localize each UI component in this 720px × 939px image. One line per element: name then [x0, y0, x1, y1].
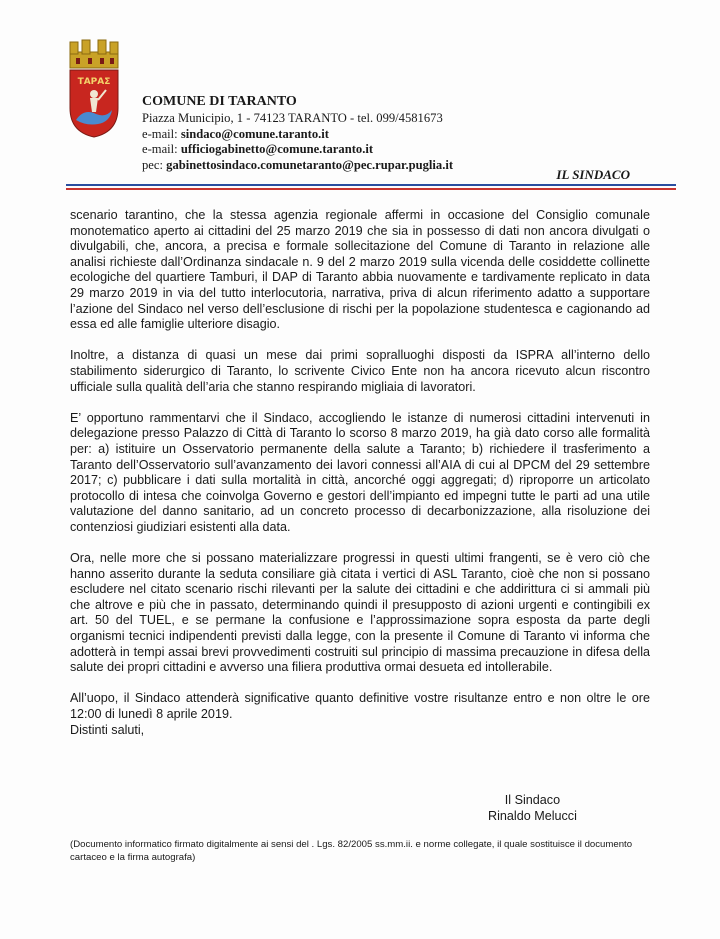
- email-line: [142, 142, 453, 157]
- city-crest-logo: [66, 38, 122, 138]
- divider-blue: [66, 184, 676, 186]
- organization-address: Piazza Municipio, 1 - 74123 TARANTO - tel. 099/4581673: [142, 111, 443, 126]
- digital-signature-note: (Documento informatico firmato digitalmente ai sensi del . Lgs. 82/2005 ss.mm.ii. e norme collegate, il quale sostituisce il documento cartaceo e la firma autografa): [70, 839, 633, 863]
- signature-block: [488, 793, 577, 824]
- email-label: e-mail:: [142, 142, 178, 157]
- email-link-sindaco[interactable]: sindaco@comune.taranto.it: [180, 126, 329, 141]
- email-line: [142, 127, 453, 142]
- paragraph: Ora, nelle more che si possano materializzare progressi in questi ultimi frangenti, se è vero ciò che hanno asserito durante la seduta consiliare già citata i vertici di ASL Taranto, cioè che non si possano escludere nel citato scenario rischi rilevanti per la salute dei cittadini e che addirittura ci si ammali più che altrove e più che in passato, determinando quindi il presupposto di azioni urgenti e contingibili ex art. 50 del TUEL, e se permane la confusione e l’approssimazione sopra esposta da parte degli organismi tecnici indipendenti previsti dalla legge, con la presente il Comune di Taranto vi informa che adotterà in tempi assai brevi provvedimenti costruiti sul principio di massima precauzione in difesa della salute dei propri cittadini e avverso una filiera produttiva ormai desueta ed intollerabile.: [70, 551, 650, 675]
- salutation: Distinti saluti,: [70, 722, 145, 737]
- signature-name: Rinaldo Melucci: [488, 808, 577, 823]
- office-title: IL SINDACO: [556, 167, 630, 182]
- pec-line: [142, 158, 453, 173]
- email-link-gabinetto[interactable]: ufficiogabinetto@comune.taranto.it: [180, 142, 374, 157]
- crest-text: ΤΑΡΑΣ: [77, 77, 111, 87]
- letter-body: [70, 208, 650, 738]
- divider-red: [66, 188, 676, 190]
- paragraph: Inoltre, a distanza di quasi un mese dai primi sopralluoghi disposti da ISPRA all’interno dello stabilimento siderurgico di Taranto, lo scrivente Civico Ente non ha ancora ricevuto alcun riscontro ufficiale sulla qualità dell’aria che stanno respirando migliaia di lavoratori.: [70, 348, 650, 394]
- paragraph: scenario tarantino, che la stessa agenzia regionale affermi in occasione del Consiglio comunale monotematico aperto ai cittadini del 25 marzo 2019 che sia in possesso di dati non ancora divulgati o divulgabili, che, ancora, a precisa e formale sollecitazione del Comune di Taranto in relazione alle analisi richieste dall’Ordinanza sindacale n. 9 del 2 marzo 2019 sulla vicenda delle cosiddette collinette ecologiche del quartiere Tamburi, il DAP di Taranto abbia nuovamente e tardivamente replicato in data 29 marzo 2019 in via del tutto interlocutoria, narrativa, priva di alcun riferimento adatto a supportare l’azione del Sindaco nel verso dell’esclusione di rischi per la popolazione studentesca e cagionando ad essa ed alle famiglie ulteriore disagio.: [70, 208, 650, 332]
- paragraph: E’ opportuno rammentarvi che il Sindaco, accogliendo le istanze di numerosi cittadini intervenuti in delegazione presso Palazzo di Città di Taranto lo scorso 8 marzo 2019, ha già dato corso alle formalità per: a) istituire un Osservatorio permanente della salute a Taranto; b) richiedere il trasferimento a Taranto dell’Osservatorio sull’avanzamento dei lavori connessi all’AIA di cui al DPCM del 29 settembre 2017; c) pubblicare i dati sulla mortalità in città, ancorché oggi aggregati; d) riproporre un articolato protocollo di intesa che coinvolga Governo e gestori dell’impianto ed impegni tutte le parti ad una utile valutazione del danno sanitario, ad un concreto processo di decarbonizzazione, alla risoluzione dei contenziosi giudiziari esistenti alla data.: [70, 410, 650, 534]
- pec-link[interactable]: gabinettosindaco.comunetaranto@pec.rupar.puglia.it: [166, 157, 454, 172]
- organization-name: COMUNE DI TARANTO: [142, 94, 297, 109]
- letterhead: [0, 0, 720, 200]
- pec-label: pec:: [142, 157, 163, 172]
- closing-paragraph: All’uopo, il Sindaco attenderà significative quanto definitive vostre risultanze entro e non oltre le ore 12:00 di lunedì 8 aprile 2019.: [70, 691, 650, 721]
- organization-block: [142, 94, 453, 173]
- email-label: e-mail:: [142, 126, 178, 141]
- closing: [70, 691, 650, 738]
- signature-role: Il Sindaco: [504, 793, 561, 807]
